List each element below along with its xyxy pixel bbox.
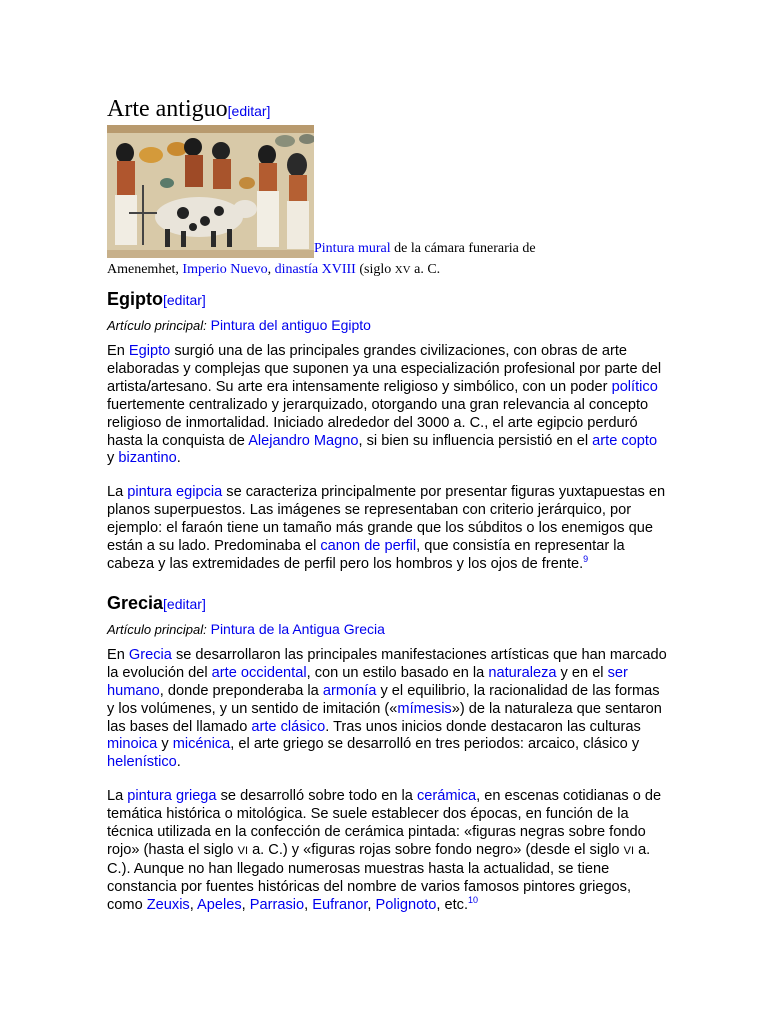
main-article-label: Artículo principal: [107,621,207,637]
text: se desarrollaron las principales manifestaciones artísticas que han marcado la evolución del [107,646,667,681]
article-content [107,94,667,915]
link-ceramica[interactable]: cerámica [416,788,477,805]
figure-caption-century: XV [394,264,411,276]
link-minoica[interactable]: minoica [107,736,158,753]
text: , [189,896,198,913]
main-article-grecia [107,619,667,640]
mural-painting-image[interactable] [107,125,314,258]
text: y [157,736,173,753]
link-naturaleza[interactable]: naturaleza [488,664,557,681]
section-heading-grecia [107,591,667,616]
text: surgió una de las principales grandes civilizaciones, con obras de arte elaboradas y complejas que suponen ya una especialización profesional por parte del artista/artesano. Su arte era intensamente religioso y simbólico, con un poder [107,343,662,395]
text: . [176,450,181,467]
mural-painting-icon [107,125,314,258]
link-dinastia-xviii[interactable]: dinastía XVIII [274,262,356,277]
link-imperio-nuevo[interactable]: Imperio Nuevo [182,262,268,277]
link-arte-copto[interactable]: arte copto [592,432,658,449]
text: , [304,896,313,913]
text: fuertemente centralizado y jerarquizado, otorgando una gran relevancia al concepto religioso de inmortalidad. Iniciado alrededor del 3000 a. C., el arte egipcio perduró hasta la conquista de [107,396,649,449]
figure-caption-text-3c: a. C. [410,262,441,277]
link-armonia[interactable]: armonía [322,682,377,699]
text: y en el [556,664,608,681]
text: se desarrolló sobre todo en la [216,788,417,805]
text: . Tras unos inicios donde destacaron las culturas [325,718,641,735]
link-apeles[interactable]: Apeles [197,896,242,913]
text: La [107,788,128,805]
figure-caption-text-3a: (siglo [355,262,395,277]
link-pintura-griega[interactable]: pintura griega [127,788,217,805]
paragraph-grecia-2 [107,788,667,914]
link-canon-de-perfil[interactable]: canon de perfil [320,538,417,555]
text: ») de la naturaleza que sentaron las bases del llamado [107,700,662,735]
page-title-text: Arte antiguo [107,96,228,122]
century-numeral: VI [237,844,249,857]
page-title [107,94,667,124]
main-article-egipto [107,315,667,336]
link-bizantino[interactable]: bizantino [118,450,177,467]
text: y el equilibrio, la racionalidad de las formas y los volúmenes, y un sentido de imitación (« [107,682,660,717]
link-pintura-mural[interactable]: Pintura mural [314,241,391,256]
text: , con un estilo basado en la [306,664,489,681]
figure-caption-text-2: Amenemhet, [107,262,183,277]
section-heading-grecia-text: Grecia [107,592,164,613]
text: a. C.) y «figuras rojas sobre fondo negro» (desde el siglo [248,841,624,858]
section-heading-egipto [107,287,667,312]
figure [107,125,667,280]
edit-link-egipto[interactable]: [editar] [163,292,206,308]
link-parrasio[interactable]: Parrasio [249,896,305,913]
text: En [107,646,129,663]
text: , que consistía en representar la cabeza y las extremidades de perfil pero los hombros y los ojos de frente. [107,538,625,572]
text: La [107,484,128,501]
text: , etc. [436,896,469,913]
text: y [107,450,119,467]
paragraph-egipto-1 [107,343,667,468]
edit-link-grecia[interactable]: [editar] [163,595,206,612]
link-arte-clasico[interactable]: arte clásico [251,718,326,735]
paragraph-egipto-2 [107,484,667,574]
link-zeuxis[interactable]: Zeuxis [146,896,190,913]
link-alejandro-magno[interactable]: Alejandro Magno [248,432,359,449]
link-politico[interactable]: político [611,378,658,395]
link-egipto[interactable]: Egipto [128,343,171,359]
figure-caption-text-1: de la cámara funeraria de [390,241,536,256]
link-polignoto[interactable]: Polignoto [375,896,437,913]
link-mimesis[interactable]: mímesis [397,700,452,717]
text: . [176,754,181,771]
text: a. C.). Aunque no han llegado numerosas muestras hasta la actualidad, se tiene constancia por fuentes históricas del nombre de varios famosos pintores griegos, como [107,841,651,913]
section-heading-egipto-text: Egipto [107,289,163,309]
text: , donde preponderaba la [159,682,323,699]
figure-caption-line-2 [107,260,667,280]
link-ser-humano[interactable]: ser humano [107,664,628,699]
reference-10[interactable]: 10 [468,894,479,905]
text: se caracteriza principalmente por presentar figuras yuxtapuestas en planos superpuestos. Las imágenes se representaban con criterio jerárquico, por ejemplo: el faraón tiene un tamaño más grande que los súbditos o los enemigos que están a su lado. Predominaba el [107,484,666,555]
main-article-label: Artículo principal: [107,318,207,333]
text: , si bien su influencia persistió en el [358,432,593,449]
text: , en escenas cotidianas o de temática histórica o mitológica. Se suele establecer dos épocas, en función de la técnica utilizada en la confección de cerámica pintada: «figuras negras sobre fondo rojo» (hasta el siglo [107,788,662,858]
link-grecia[interactable]: Grecia [128,646,172,663]
text: , el arte griego se desarrolló en tres periodos: arcaico, clásico y [230,736,640,753]
link-pintura-egipcia[interactable]: pintura egipcia [127,484,223,501]
link-eufranor[interactable]: Eufranor [312,896,368,913]
reference-9[interactable]: 9 [583,554,589,565]
paragraph-grecia-1 [107,647,667,772]
text: , [241,896,250,913]
century-numeral: VI [623,844,635,857]
figure-caption-separator: , [267,262,275,277]
edit-link-title[interactable]: [editar] [227,103,271,119]
figure-caption-line-1 [107,125,667,258]
link-micenica[interactable]: micénica [172,736,231,753]
link-pintura-antiguo-egipto[interactable]: Pintura del antiguo Egipto [210,317,371,333]
link-helenistico[interactable]: helenístico [107,754,177,771]
text: , [367,896,376,913]
text: En [107,343,129,359]
link-pintura-antigua-grecia[interactable]: Pintura de la Antigua Grecia [210,620,385,637]
link-arte-occidental[interactable]: arte occidental [211,664,307,681]
